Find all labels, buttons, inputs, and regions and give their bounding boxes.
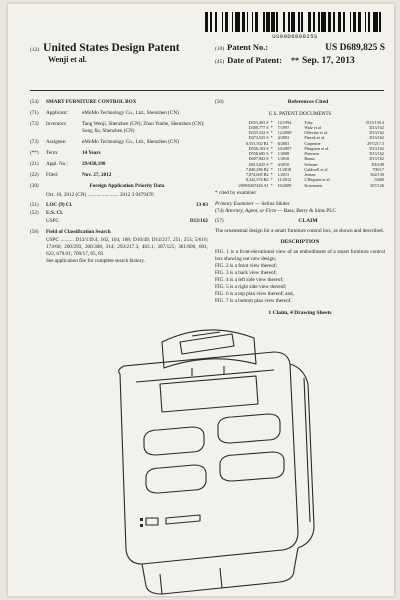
document-type: United States Design Patent — [43, 42, 180, 54]
reference-star: * — [270, 119, 273, 125]
date-label: Date of Patent: — [227, 55, 282, 65]
claims-summary: 1 Claim, 4 Drawing Sheets — [268, 310, 332, 317]
description-line: FIG. 6 is a top plan view thereof; and, — [215, 291, 294, 298]
reference-date: 1/2008 — [277, 151, 290, 157]
claim-heading-row: (57) CLAIM — [215, 218, 385, 228]
reference-no: D613,625 S — [248, 161, 269, 167]
us-patent-documents-heading: U.S. PATENT DOCUMENTS — [268, 110, 332, 117]
classification-search-text: USPC .......... D13/139.4, 162, 164, 168; D10/49; D14/217, 251, 253; 5/616; 174/66; 200/293, 200/308, 314; 293/217.3, 463.1; 307/125; 361/600, 601, 622, 679.01; 700/17, 65, 83 — [46, 237, 208, 258]
references-column — [215, 99, 385, 320]
description-line: FIG. 2 is a front view thereof; — [215, 263, 278, 269]
reference-date: 1/2010 — [277, 156, 290, 162]
barcode-bar — [381, 12, 384, 32]
reference-date: 11/2012 — [277, 177, 292, 183]
reference-no: 2009/0267426 A1 — [238, 182, 269, 188]
reference-cls: D13/162 — [369, 156, 384, 162]
reference-cls: D13/162 — [369, 135, 384, 141]
field-appl-no: (21) Appl. No.: 29/438,190 — [30, 161, 106, 168]
description-line: FIG. 1 is a front-elevational view of an embodiment of a smart furniture control box showing our new design; — [215, 248, 385, 262]
reference-name: Caldwell et al. — [304, 166, 329, 172]
reference-name: Pincek et al. — [304, 135, 325, 141]
reference-cls: D13/162 — [369, 130, 384, 136]
reference-star: * — [270, 145, 273, 151]
reference-no: D353,363 S — [248, 119, 269, 125]
header-left — [30, 42, 210, 64]
search-history-note: See application file for complete search history. — [46, 258, 145, 265]
control-box-drawing-icon — [42, 312, 372, 596]
reference-no: D558,685 S — [248, 151, 269, 157]
reference-cls: D13/162 — [369, 145, 384, 151]
reference-name: Toby — [304, 119, 313, 125]
reference-no: D473,525 S — [248, 135, 269, 141]
reference-cls: D13/162 — [369, 151, 384, 157]
foreign-priority-row: Oct. 10, 2012 (CN) ........................ 2012 3 0479470 — [46, 192, 154, 199]
reference-star: * — [270, 135, 273, 141]
field-us-cl: (52) U.S. Cl. — [30, 210, 64, 217]
field-foreign-priority: (30) Foreign Application Priority Data — [30, 183, 165, 190]
reference-row — [215, 183, 385, 188]
reference-star: * — [270, 130, 273, 136]
description-line: FIG. 7 is a bottom plan view thereof. — [215, 298, 292, 305]
references-heading-row: (56) References Cited — [215, 99, 385, 109]
patent-title: SMART FURNITURE CONTROL BOX — [46, 99, 137, 105]
reference-name: Carpenter — [304, 140, 321, 146]
field-classification-search: (58) Field of Classification Search — [30, 229, 111, 236]
reference-name: Pfingsten et al. — [304, 145, 330, 151]
reference-cls: D13/139.4 — [366, 119, 384, 125]
reference-name: Ollevine et al. — [304, 130, 328, 136]
description-list — [215, 249, 385, 305]
reference-date: 10/2009 — [277, 182, 292, 188]
reference-star: * — [270, 140, 273, 146]
field-applicant: (71) Applicant: eMoMo Technology Co., Ltd., Shenzhen (CN) — [30, 110, 179, 117]
barcode-icon — [205, 12, 385, 32]
field-term: (**) Term: 14 Years — [30, 150, 101, 157]
reference-no: 7,874,605 B2 — [245, 172, 269, 178]
reference-name: Scheuer — [304, 161, 318, 167]
reference-cls: D13/162 — [369, 124, 384, 130]
reference-cls: 700/17 — [372, 166, 384, 172]
description-heading: DESCRIPTION — [280, 239, 320, 246]
reference-no: D607,843 S — [248, 156, 269, 162]
reference-name: Bonus — [304, 156, 316, 162]
date-star: ** — [290, 56, 299, 65]
primary-examiner: Primary Examiner — Selina Sikder — [215, 200, 290, 207]
reference-name: Peterson — [304, 151, 319, 157]
reference-no: 6,553,502 B1 — [245, 140, 269, 146]
reference-cls: 5/600 — [374, 177, 384, 183]
reference-no: 7,840,286 B2 — [245, 166, 269, 172]
patent-number: US D689,825 S — [325, 43, 385, 53]
reference-no: D556,163 S — [248, 145, 269, 151]
inventor-short: Wenji et al. — [48, 55, 87, 64]
header-right — [215, 42, 385, 66]
references-heading: References Cited — [287, 99, 329, 105]
reference-date: 10/2007 — [277, 145, 292, 151]
reference-date: 1/2011 — [277, 172, 290, 178]
reference-star: * — [270, 166, 273, 172]
reference-no: 8,342,576 B2 — [245, 177, 269, 183]
reference-date: 4/2003 — [277, 135, 290, 141]
field-title: (54) SMART FURNITURE CONTROL BOX — [30, 99, 208, 106]
field-uspc: USPC D13/162 — [46, 218, 208, 225]
reference-star: * — [270, 124, 273, 130]
code-45: (45) — [215, 59, 225, 65]
reference-cls: 362/130 — [370, 172, 384, 178]
reference-star: * — [270, 161, 273, 167]
cited-by-examiner-note: * cited by examiner — [215, 189, 257, 196]
reference-name: Kristensen — [304, 182, 323, 188]
attorney: (74) Attorney, Agent, or Firm — Bass, Berry & Sims PLC — [215, 207, 336, 214]
reference-no: D435,522 S — [248, 130, 269, 136]
reference-no: D380,777 S — [248, 124, 269, 130]
patent-page — [8, 4, 394, 596]
description-line: FIG. 3 is a back view thereof; — [215, 270, 277, 277]
header-divider — [30, 90, 384, 91]
reference-name: Walz et al. — [304, 124, 322, 130]
field-loc: (51) LOC (9) Cl. 13-03 — [30, 202, 208, 209]
reference-date: 8/2003 — [277, 140, 290, 146]
reference-cls: 297/217.3 — [367, 140, 384, 146]
reference-date: 7/1997 — [277, 124, 290, 130]
description-line: FIG. 5 is a right side view thereof; — [215, 284, 287, 291]
patent-number-label: Patent No.: — [227, 42, 269, 52]
field-inventors: (72) Inventors: Tang Wenji, Shenzhen (CN); Zhao Yunhe, Shenzhen (CN); Song Jia, Shenzhen (CN) — [30, 121, 205, 135]
reference-date: 12/1994 — [277, 119, 292, 125]
patent-date: Sep. 17, 2013 — [301, 56, 355, 66]
reference-star: * — [270, 156, 273, 162]
reference-star: * — [270, 182, 273, 188]
references-table — [215, 120, 385, 188]
barcode-number: US00D689825S — [272, 33, 318, 40]
reference-star: * — [270, 151, 273, 157]
reference-star: * — [270, 177, 273, 183]
reference-name: L'Heguest et al. — [304, 177, 331, 183]
bibliographic-column — [30, 99, 208, 265]
field-assignee: (73) Assignee: eMoMo Technology Co., Ltd., Shenzhen (CN) — [30, 139, 179, 146]
reference-star: * — [270, 172, 273, 178]
code-10: (10) — [215, 46, 225, 52]
code-12: (12) — [30, 47, 40, 53]
reference-cls: D10/49 — [371, 161, 384, 167]
description-line: FIG. 4 is a left side view thereof; — [215, 277, 284, 284]
reference-name: Jensen — [304, 172, 316, 178]
field-filed: (22) Filed: Nov. 27, 2012 — [30, 172, 112, 179]
reference-date: 11/2010 — [277, 166, 292, 172]
reference-cls: 307/126 — [370, 182, 384, 188]
reference-date: 12/2000 — [277, 130, 292, 136]
claim-heading: CLAIM — [298, 217, 318, 224]
reference-date: 4/2010 — [277, 161, 290, 167]
claim-text: The ornamental design for a smart furniture control box, as shown and described. — [215, 228, 384, 235]
